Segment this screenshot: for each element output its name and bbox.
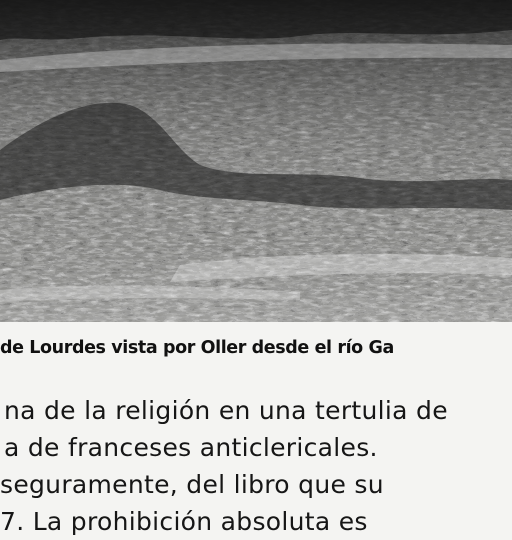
photo-caption: de Lourdes vista por Oller desde el río Ga bbox=[0, 338, 394, 358]
article-body bbox=[0, 392, 512, 540]
body-line: na de la religión en una tertulia de bbox=[4, 396, 448, 425]
body-line: a de franceses anticlericales. bbox=[4, 433, 378, 462]
body-line: 7. La prohibición absoluta es bbox=[0, 507, 368, 536]
body-line: seguramente, del libro que su bbox=[0, 470, 384, 499]
